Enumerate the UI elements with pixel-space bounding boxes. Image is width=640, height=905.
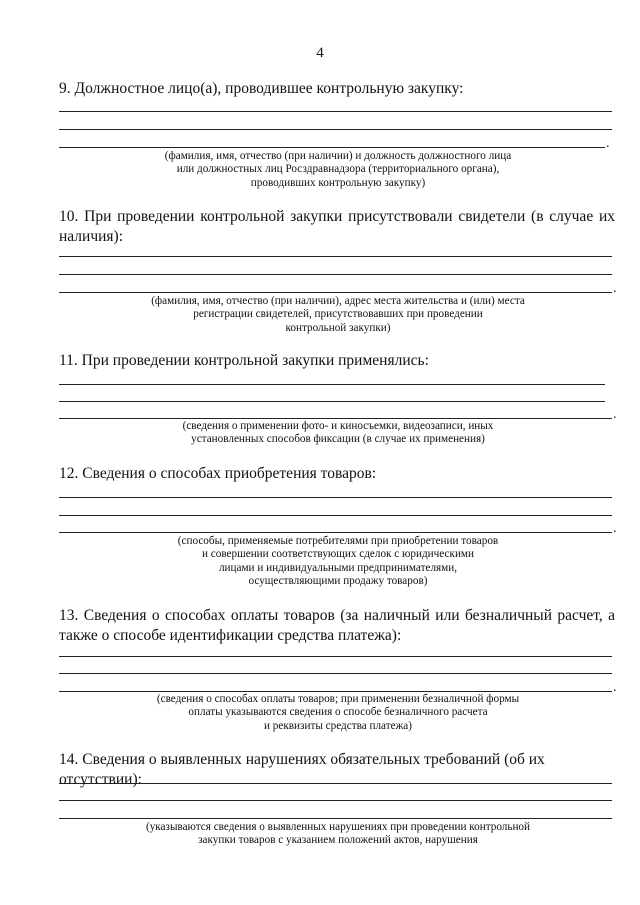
section-11-answer-line-2[interactable] bbox=[59, 401, 605, 402]
section-12-caption-line: (способы, применяемые потребителями при приобретении товаров bbox=[177, 535, 499, 547]
section-12-line-end-dot: . bbox=[613, 521, 617, 536]
section-11-heading: 11. При проведении контрольной закупки применялись: bbox=[59, 352, 429, 369]
section-12-heading: 12. Сведения о способах приобретения товаров: bbox=[59, 465, 377, 482]
page-number: 4 bbox=[316, 45, 324, 61]
section-14-caption bbox=[60, 821, 616, 848]
section-10-caption bbox=[60, 295, 616, 335]
section-14-heading: 14. Сведения о выявленных нарушениях обязательных требований (об их отсутствии): bbox=[59, 751, 545, 788]
section-13-line-end-dot: . bbox=[613, 680, 617, 695]
section-13-caption-line: и реквизиты средства платежа) bbox=[264, 719, 412, 732]
section-14-answer-line-1[interactable] bbox=[59, 783, 612, 784]
section-13-caption-line: оплаты указываются сведения о способе безналичного расчета bbox=[188, 706, 488, 719]
section-9-answer-line-2[interactable] bbox=[59, 129, 612, 130]
section-14-answer-line-2[interactable] bbox=[59, 800, 612, 801]
section-12-caption-line: осуществляющими продажу товаров) bbox=[248, 575, 428, 588]
section-11-line-end-dot: . bbox=[613, 407, 617, 422]
section-10-caption-line: (фамилия, имя, отчество (при наличии), адрес места жительства и (или) места bbox=[151, 295, 525, 307]
section-12-caption bbox=[60, 535, 616, 589]
section-12-caption-line: и совершении соответствующих сделок с юридическими bbox=[202, 548, 474, 561]
section-10-answer-line-1[interactable] bbox=[59, 256, 612, 257]
section-12-answer-line-2[interactable] bbox=[59, 515, 612, 516]
section-11-caption-line: установленных способов фиксации (в случае их применения) bbox=[191, 433, 485, 446]
section-13-caption-line: (сведения о способах оплаты товаров; при применении безналичной формы bbox=[156, 693, 520, 705]
section-12-answer-line-1[interactable] bbox=[59, 497, 612, 498]
section-10-answer-line-2[interactable] bbox=[59, 274, 612, 275]
section-9-caption-line: проводивших контрольную закупку) bbox=[250, 176, 426, 189]
section-10-heading: 10. При проведении контрольной закупки присутствовали свидетели (в случае их наличия): bbox=[59, 208, 615, 245]
section-9-answer-line-1[interactable] bbox=[59, 111, 612, 112]
section-13-heading: 13. Сведения о способах оплаты товаров (за наличный или безналичный расчет, а также о способе идентификации средства платежа): bbox=[59, 607, 615, 644]
section-13-answer-line-2[interactable] bbox=[59, 673, 612, 674]
section-10-answer-line-3[interactable] bbox=[59, 292, 612, 293]
section-10-caption-line: регистрации свидетелей, присутствовавших при проведении bbox=[193, 308, 483, 321]
section-9-caption-line: (фамилия, имя, отчество (при наличии) и должность должностного лица bbox=[164, 150, 512, 162]
section-11-caption bbox=[60, 420, 616, 447]
section-9-caption-line: или должностных лиц Росздравнадзора (территориального органа), bbox=[176, 163, 500, 176]
section-9-heading: 9. Должностное лицо(а), проводившее контрольную закупку: bbox=[59, 80, 464, 97]
section-11-caption-line: (сведения о применении фото- и киносъемки, видеозаписи, иных bbox=[182, 420, 494, 432]
section-9-caption bbox=[60, 150, 616, 190]
section-9-line-end-dot: . bbox=[606, 136, 610, 151]
section-10-caption-line: контрольной закупки) bbox=[285, 321, 391, 334]
section-12-caption-line: лицами и индивидуальными предпринимателями, bbox=[218, 561, 458, 574]
section-14-caption-line: закупки товаров с указанием положений актов, нарушения bbox=[198, 834, 478, 847]
section-13-answer-line-3[interactable] bbox=[59, 691, 612, 692]
section-10-line-end-dot: . bbox=[613, 281, 617, 296]
section-9-answer-line-3[interactable] bbox=[59, 147, 605, 148]
section-14-caption-line: (указываются сведения о выявленных нарушениях при проведении контрольной bbox=[145, 821, 531, 833]
section-12-answer-line-3[interactable] bbox=[59, 532, 612, 533]
section-13-caption bbox=[60, 693, 616, 733]
section-11-answer-line-3[interactable] bbox=[59, 418, 612, 419]
section-14-answer-line-3[interactable] bbox=[59, 818, 612, 819]
section-11-answer-line-1[interactable] bbox=[59, 384, 605, 385]
section-13-answer-line-1[interactable] bbox=[59, 656, 612, 657]
